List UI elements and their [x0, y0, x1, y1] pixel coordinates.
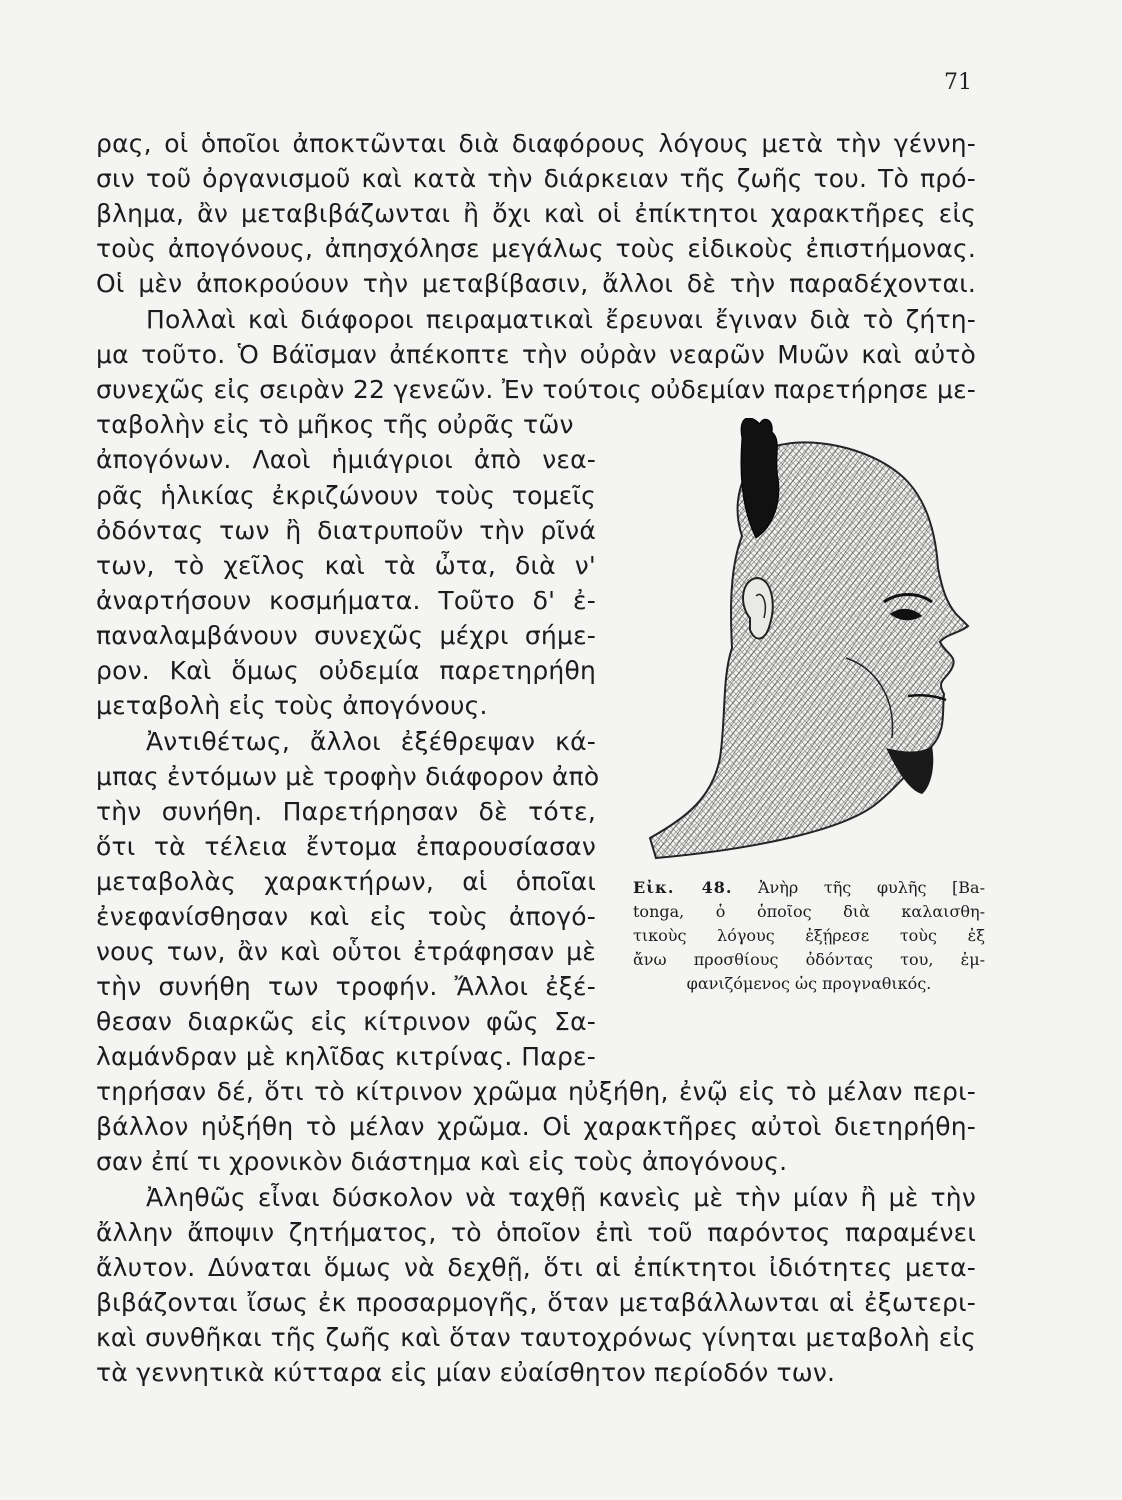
man-profile-engraving — [646, 418, 986, 870]
text-line: νους των, ἂν καὶ οὗτοι ἐτράφησαν μὲ — [96, 937, 596, 966]
text-line: βλημα, ἂν μεταβιβάζωνται ἢ ὄχι καὶ οἱ ἐπίκτητοι χαρακτῆρες εἰς — [96, 199, 976, 228]
text-line: ἄλυτον. Δύναται ὅμως νὰ δεχθῇ, ὅτι αἱ ἐπίκτητοι ἰδιότητες μετα- — [96, 1253, 976, 1282]
text-line: σαν ἐπί τι χρονικὸν διάστημα καὶ εἰς τοὺς ἀπογόνους. — [96, 1147, 788, 1176]
caption-line: φανιζόμενος ὡς προγναθικός. — [686, 974, 932, 993]
text-line: τηρήσαν δέ, ὅτι τὸ κίτρινον χρῶμα ηὐξήθη, ἐνῷ εἰς τὸ μέλαν περι- — [96, 1077, 976, 1106]
figure-caption — [633, 876, 985, 996]
page-number: 71 — [944, 70, 972, 95]
text-line: ἀναρτήσουν κοσμήματα. Τοῦτο δ' ἐ- — [96, 586, 596, 615]
text-line: μα τοῦτο. Ὁ Βάϊσμαν ἀπέκοπτε τὴν οὐρὰν νεαρῶν Μυῶν καὶ αὐτὸ — [96, 340, 976, 369]
text-line: βιβάζονται ἴσως ἐκ προσαρμογῆς, ὅταν μεταβάλλωνται αἱ ἐξωτερι- — [96, 1288, 976, 1317]
text-line: καὶ συνθῆκαι τῆς ζωῆς καὶ ὅταν ταυτοχρόνως γίνηται μεταβολὴ εἰς — [96, 1323, 976, 1352]
caption-line: tonga, ὁ ὁποῖος διὰ καλαισθη- — [633, 902, 985, 921]
text-line: Ἀντιθέτως, ἄλλοι ἐξέθρεψαν κά- — [146, 727, 596, 756]
text-line: μπας ἐντόμων μὲ τροφὴν διάφορον ἀπὸ — [96, 762, 600, 791]
text-line: βάλλον ηὐξήθη τὸ μέλαν χρῶμα. Οἱ χαρακτῆρες αὐτοὶ διετηρήθη- — [96, 1112, 976, 1141]
text-line: τὴν συνήθη των τροφήν. Ἄλλοι ἐξέ- — [96, 972, 596, 1001]
caption-line: ἄνω προσθίους ὀδόντας του, ἐμ- — [633, 950, 985, 969]
text-line: μεταβολὴ εἰς τοὺς ἀπογόνους. — [96, 691, 488, 720]
text-line: ἐνεφανίσθησαν καὶ εἰς τοὺς ἀπογό- — [96, 902, 596, 931]
text-line: τοὺς ἀπογόνους, ἀπησχόλησε μεγάλως τοὺς εἰδικοὺς ἐπιστήμονας. — [96, 234, 976, 263]
text-line: ρον. Καὶ ὅμως οὐδεμία παρετηρήθη — [96, 656, 596, 685]
figure-illustration — [646, 418, 986, 870]
text-line: τὰ γεννητικὰ κύτταρα εἰς μίαν εὐαίσθητον περίοδόν των. — [96, 1358, 836, 1387]
caption-line: Ἀνὴρ τῆς φυλῆς [Ba- — [758, 878, 985, 897]
text-line: ρᾶς ἡλικίας ἐκριζώνουν τοὺς τομεῖς — [96, 481, 596, 510]
text-line: των, τὸ χεῖλος καὶ τὰ ὦτα, διὰ ν' — [96, 551, 596, 580]
caption-line: τικοὺς λόγους ἐξῄρεσε τοὺς ἐξ — [633, 926, 985, 945]
text-line: Οἱ μὲν ἀποκρούουν τὴν μεταβίβασιν, ἄλλοι δὲ τὴν παραδέχονται. — [96, 269, 976, 298]
text-line: ὀδόντας των ἢ διατρυποῦν τὴν ρῖνά — [96, 516, 596, 545]
text-line: ἀπογόνων. Λαοὶ ἡμιάγριοι ἀπὸ νεα- — [96, 445, 596, 474]
text-line: μεταβολὰς χαρακτήρων, αἱ ὁποῖαι — [96, 867, 596, 896]
text-line: Ἀληθῶς εἶναι δύσκολον νὰ ταχθῇ κανεὶς μὲ τὴν μίαν ἢ μὲ τὴν — [146, 1183, 976, 1212]
text-line: ὅτι τὰ τέλεια ἔντομα ἐπαρουσίασαν — [96, 832, 596, 861]
text-line: λαμάνδραν μὲ κηλῖδας κιτρίνας. Παρε- — [96, 1042, 596, 1071]
text-line: τὴν συνήθη. Παρετήρησαν δὲ τότε, — [96, 797, 596, 826]
text-line: Πολλαὶ καὶ διάφοροι πειραματικαὶ ἔρευναι ἔγιναν διὰ τὸ ζήτη- — [146, 305, 976, 334]
figure-label: Εἰκ. 48. — [633, 878, 733, 897]
text-line: παναλαμβάνουν συνεχῶς μέχρι σήμε- — [96, 621, 596, 650]
text-line: συνεχῶς εἰς σειρὰν 22 γενεῶν. Ἐν τούτοις οὐδεμίαν παρετήρησε με- — [96, 375, 976, 404]
text-line: ἄλλην ἄποψιν ζητήματος, τὸ ὁποῖον ἐπὶ τοῦ παρόντος παραμένει — [96, 1218, 976, 1247]
text-line: σιν τοῦ ὀργανισμοῦ καὶ κατὰ τὴν διάρκειαν τῆς ζωῆς του. Τὸ πρό- — [96, 164, 976, 193]
text-line: ρας, οἱ ὁποῖοι ἀποκτῶνται διὰ διαφόρους λόγους μετὰ τὴν γέννη- — [96, 129, 976, 158]
text-line: θεσαν διαρκῶς εἰς κίτρινον φῶς Σα- — [96, 1007, 596, 1036]
text-line: ταβολὴν εἰς τὸ μῆκος τῆς οὐρᾶς τῶν — [96, 410, 574, 439]
